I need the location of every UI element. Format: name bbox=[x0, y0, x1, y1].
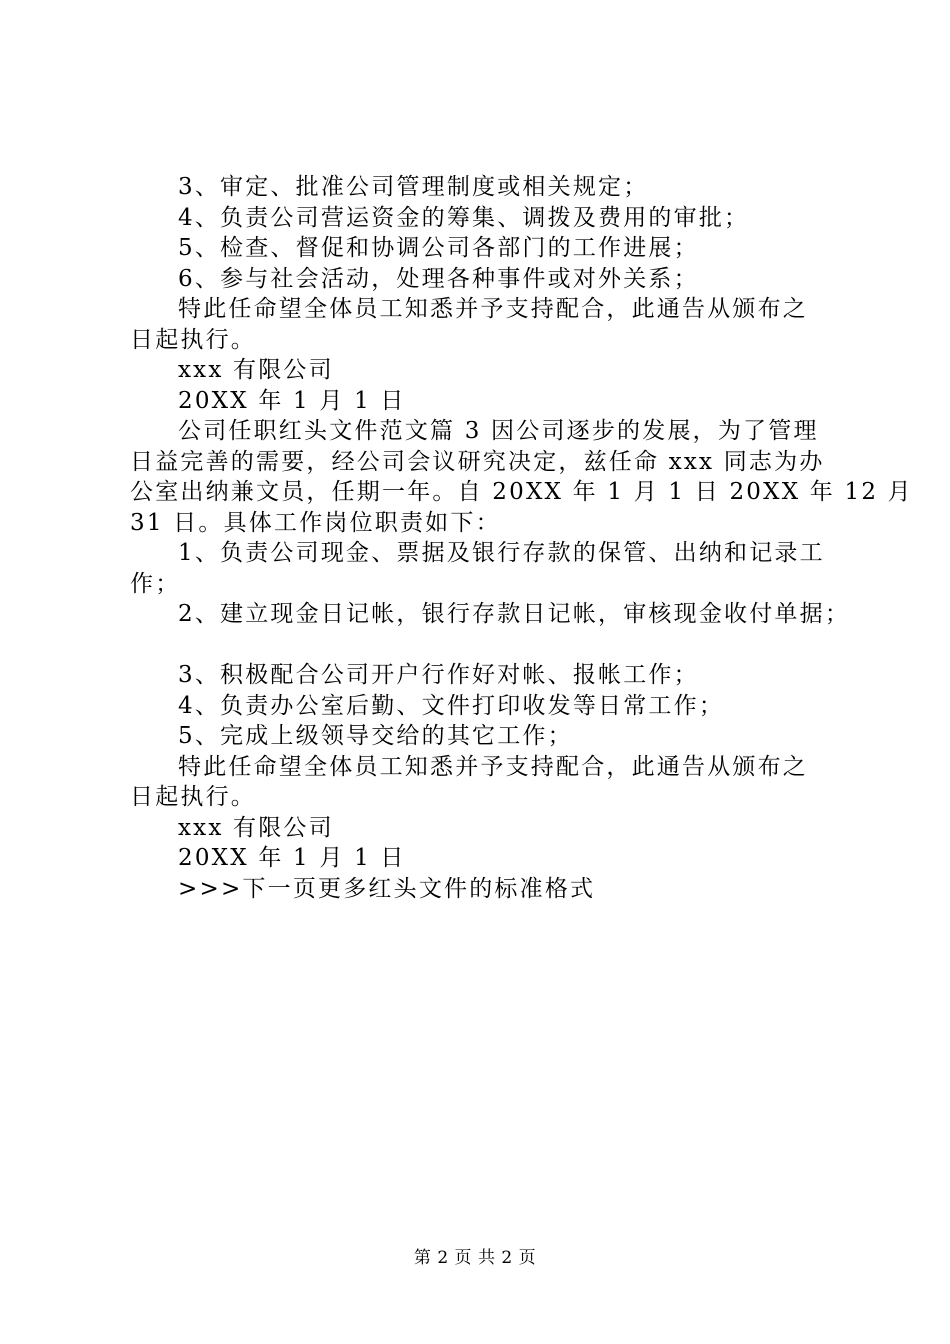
company-signature: xxx 有限公司 bbox=[178, 357, 334, 383]
blank-line bbox=[130, 630, 835, 661]
cashier-duty-3: 3、积极配合公司开户行作好对帐、报帐工作； bbox=[178, 662, 699, 688]
notice-paragraph-line-2: 日起执行。 bbox=[130, 326, 256, 353]
company-signature-2: xxx 有限公司 bbox=[178, 814, 334, 841]
duty-item-6: 6、参与社会活动，处理各种事件或对外关系； bbox=[178, 265, 699, 292]
document-body bbox=[130, 172, 913, 904]
notice-paragraph-line-1: 特此任命望全体员工知悉并予支持配合，此通告从颁布之 bbox=[178, 296, 808, 322]
duty-item-3: 3、审定、批准公司管理制度或相关规定； bbox=[178, 174, 649, 200]
sample-3-paragraph-line-3: 公室出纳兼文员，任期一年。自 20XX 年 1 月 1 日 20XX 年 12 月 bbox=[130, 479, 913, 505]
duty-item-5: 5、检查、督促和协调公司各部门的工作进展； bbox=[178, 235, 699, 261]
notice-paragraph-2-line-1: 特此任命望全体员工知悉并予支持配合，此通告从颁布之 bbox=[178, 753, 808, 780]
cashier-duty-1-line-2: 作； bbox=[130, 570, 181, 597]
duty-item-4: 4、负责公司营运资金的筹集、调拨及费用的审批； bbox=[178, 204, 750, 231]
signature-date: 20XX 年 1 月 1 日 bbox=[178, 387, 406, 414]
cashier-duty-1-line-1: 1、负责公司现金、票据及银行存款的保管、出纳和记录工 bbox=[178, 540, 825, 566]
cashier-duty-2: 2、建立现金日记帐，银行存款日记帐，审核现金收付单据； bbox=[178, 601, 851, 627]
signature-date-2: 20XX 年 1 月 1 日 bbox=[178, 845, 406, 871]
sample-3-paragraph-line-4: 31 日。具体工作岗位职责如下： bbox=[130, 509, 501, 536]
next-page-link[interactable]: >>>下一页更多红头文件的标准格式 bbox=[178, 875, 596, 902]
notice-paragraph-2-line-2: 日起执行。 bbox=[130, 784, 256, 810]
cashier-duty-5: 5、完成上级领导交给的其它工作； bbox=[178, 723, 573, 749]
page-footer: 第 2 页 共 2 页 bbox=[413, 1248, 537, 1268]
sample-3-paragraph-line-2: 日益完善的需要，经公司会议研究决定，兹任命 xxx 同志为办 bbox=[130, 448, 825, 475]
sample-3-paragraph-line-1: 公司任职红头文件范文篇 3 因公司逐步的发展，为了管理 bbox=[178, 418, 819, 444]
cashier-duty-4: 4、负责办公室后勤、文件打印收发等日常工作； bbox=[178, 692, 725, 719]
